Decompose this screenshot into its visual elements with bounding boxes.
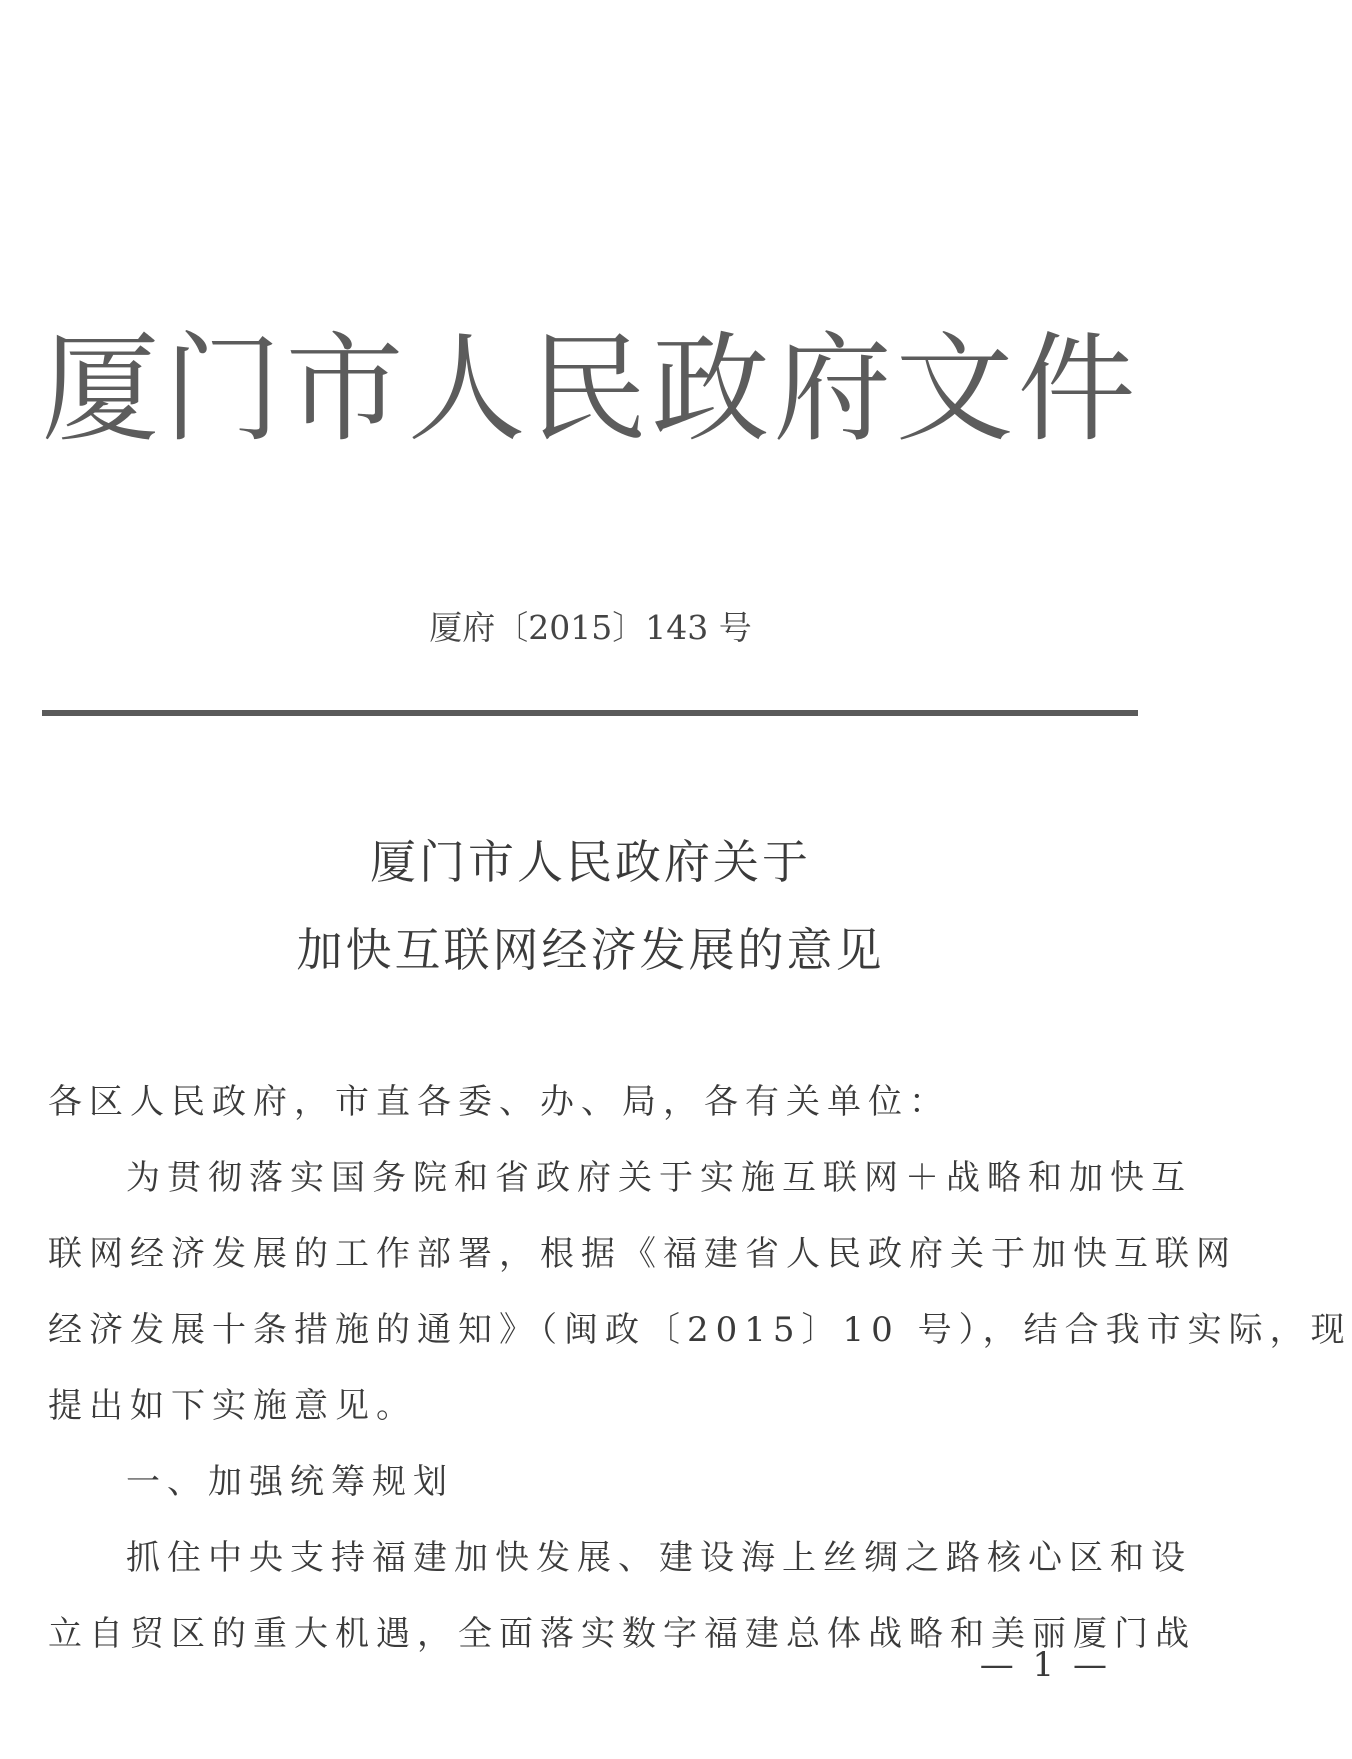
- section-heading-1: 一、加强统筹规划: [126, 1462, 454, 1502]
- paragraph-1-line-4: 提出如下实施意见。: [48, 1386, 417, 1426]
- document-number: 厦府〔2015〕143 号: [429, 608, 752, 647]
- page-number: — 1 —: [979, 1645, 1111, 1685]
- paragraph-2-line-2: 立自贸区的重大机遇，全面落实数字福建总体战略和美丽厦门战: [48, 1614, 1196, 1654]
- header-divider: [42, 710, 1138, 716]
- document-header-title: 厦门市人民政府文件: [41, 320, 1140, 458]
- document-title-line-1: 厦门市人民政府关于: [370, 835, 811, 889]
- paragraph-1-line-1: 为贯彻落实国务院和省政府关于实施互联网＋战略和加快互: [126, 1158, 1192, 1198]
- paragraph-1-line-3: 经济发展十条措施的通知》（闽政〔2015〕10 号），结合我市实际，现: [48, 1310, 1352, 1350]
- document-title-line-2: 加快互联网经济发展的意见: [296, 923, 885, 977]
- paragraph-1-line-2: 联网经济发展的工作部署，根据《福建省人民政府关于加快互联网: [48, 1234, 1237, 1274]
- paragraph-2-line-1: 抓住中央支持福建加快发展、建设海上丝绸之路核心区和设: [126, 1538, 1192, 1578]
- addressee: 各区人民政府，市直各委、办、局，各有关单位：: [48, 1082, 950, 1122]
